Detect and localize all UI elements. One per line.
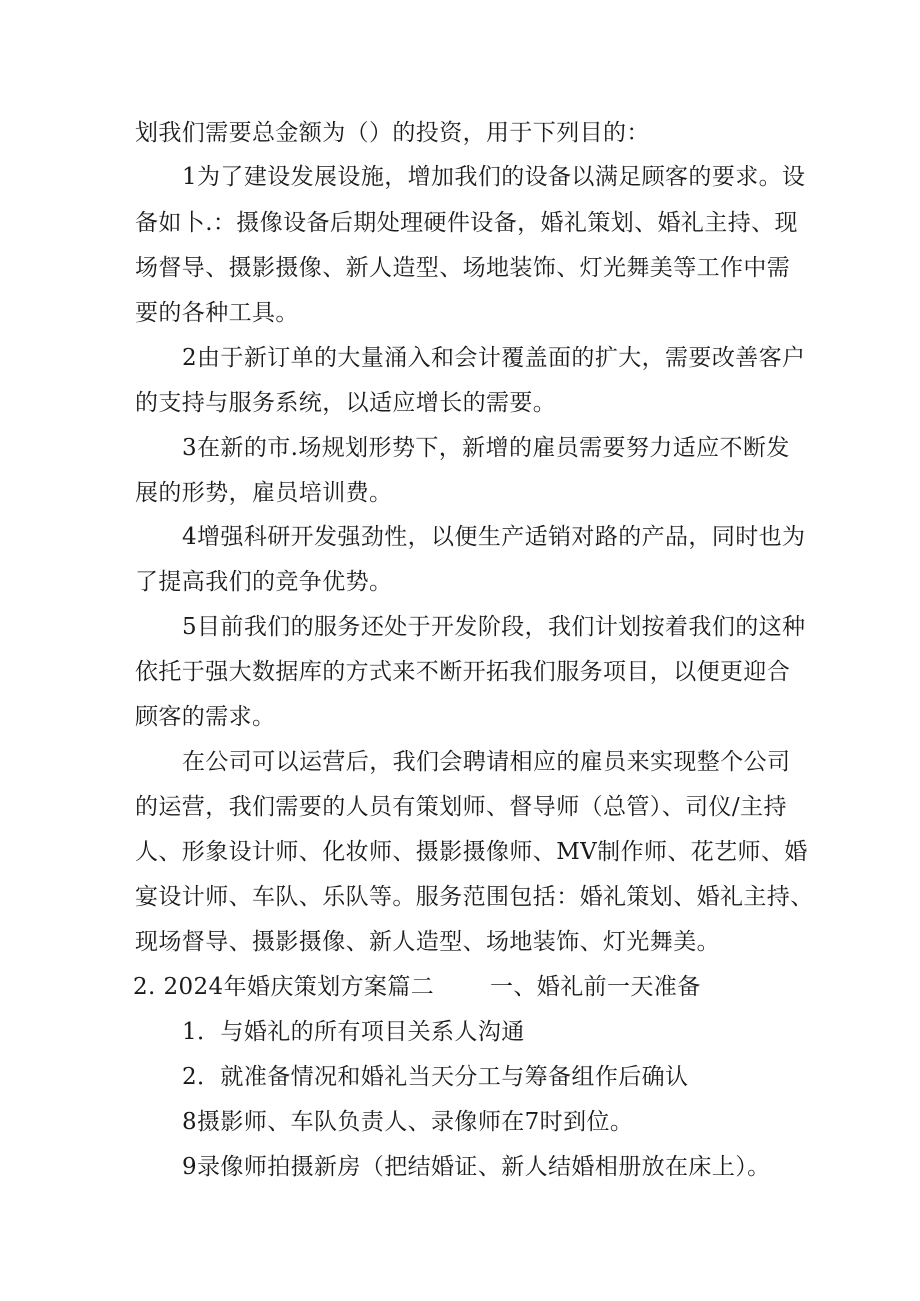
paragraph-line: 了提高我们的竞争优势。	[135, 569, 393, 595]
list-item-line: 8摄影师、车队负责人、录像师在7时到位。	[182, 1109, 634, 1135]
paragraph-line: 在公司可以运营后，我们会聘请相应的雇员来实现整个公司	[182, 749, 791, 775]
paragraph-line: 现场督导、摄影摄像、新人造型、场地装饰、灯光舞美。	[135, 929, 720, 955]
list-item-line: 1．与婚礼的所有项目关系人沟通	[182, 1019, 525, 1045]
list-item-1-line: 1为了建设发展设施，增加我们的设备以满足顾客的要求。设	[182, 164, 806, 190]
list-item-5-line: 5目前我们的服务还处于开发阶段，我们计划按着我们的这种	[182, 614, 806, 640]
paragraph-line: 依托于强大数据库的方式来不断开拓我们服务项目，以便更迎合	[135, 659, 791, 685]
paragraph-line: 划我们需要总金额为（）的投资，用于下列目的：	[135, 120, 650, 146]
paragraph-line: 的支持与服务系统，以适应增长的需要。	[135, 390, 557, 416]
paragraph-line: 要的各种工具。	[135, 300, 299, 326]
paragraph-line: 展的形势，雇员培训费。	[135, 480, 393, 506]
list-item-4-line: 4增强科研开发强劲性，以便生产适销对路的产品，同时也为	[182, 524, 806, 550]
section-heading: 2. 2024年婚庆策划方案篇二	[133, 974, 435, 1000]
list-item-3-line: 3在新的市.场规划形势下，新增的雇员需要努力适应不断发	[182, 435, 790, 461]
paragraph-line: 的运营，我们需要的人员有策划师、督导师（总管）、司仪/主持	[135, 794, 787, 820]
list-item-line: 2．就准备情况和婚礼当天分工与筹备组作后确认	[182, 1064, 689, 1090]
list-item-2-line: 2由于新订单的大量涌入和会计覆盖面的扩大，需要改善客户	[182, 345, 806, 371]
paragraph-line: 宴设计师、车队、乐队等。服务范围包括：婚礼策划、婚礼主持、	[135, 884, 814, 910]
list-item-line: 9录像师拍摄新房（把结婚证、新人结婚相册放在床上）。	[182, 1154, 771, 1180]
paragraph-line: 人、形象设计师、化妆师、摄影摄像师、MV制作师、花艺师、婚	[135, 839, 808, 865]
subsection-heading: 一、婚礼前一天准备	[490, 974, 701, 1000]
paragraph-line: 顾客的需求。	[135, 704, 276, 730]
paragraph-line: 场督导、摄影摄像、新人造型、场地装饰、灯光舞美等工作中需	[135, 255, 791, 281]
paragraph-line: 备如卜.：摄像设备后期处理硬件设备，婚礼策划、婚礼主持、现	[135, 210, 798, 236]
